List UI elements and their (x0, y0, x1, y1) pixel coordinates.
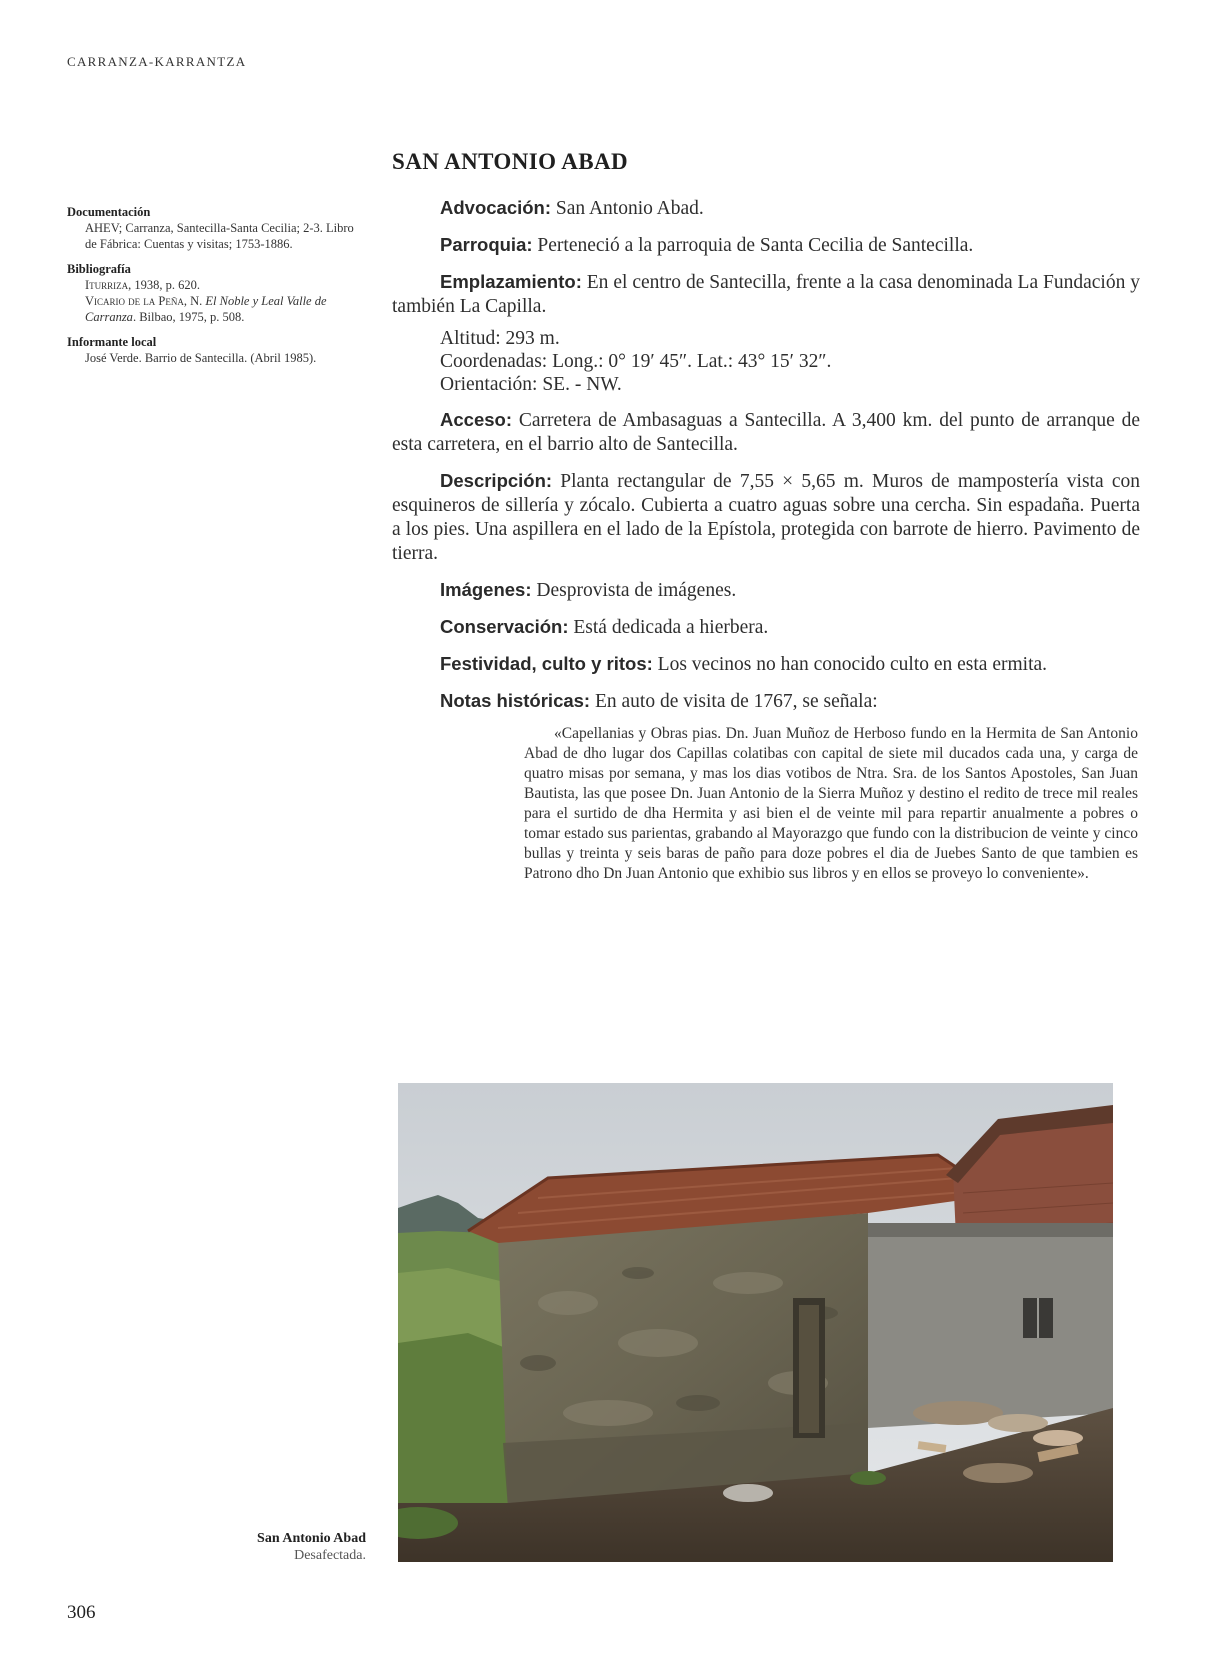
emplazamiento-paragraph (392, 270, 1140, 319)
bibliografia-block (67, 261, 367, 325)
altitud-line: Altitud: 293 m. (440, 328, 560, 349)
bib-rest: , 1938, p. 620. (128, 278, 201, 292)
caption-subtitle: Desafectada. (294, 1548, 366, 1563)
orientacion-line: Orientación: SE. - NW. (440, 374, 622, 395)
hermitage-photo (398, 1083, 1113, 1562)
informante-heading: Informante local (67, 335, 157, 349)
parroquia-paragraph (392, 233, 1140, 258)
descripcion-paragraph (392, 469, 1140, 566)
parroquia-text: Perteneció a la parroquia de Santa Cecilia de Santecilla. (532, 235, 974, 256)
bibliografia-list (67, 277, 367, 325)
bib-rest: . Bilbao, 1975, p. 508. (132, 310, 245, 324)
bibliografia-heading: Bibliografía (67, 262, 131, 276)
coordenadas-line: Coordenadas: Long.: 0° 19′ 45″. Lat.: 43° 15′ 32″. (440, 351, 832, 372)
caption-title: San Antonio Abad (257, 1531, 366, 1546)
advocacion-label: Advocación: (440, 197, 552, 218)
bib-title: El Noble y Leal Valle de Carranza (85, 294, 327, 324)
page-number: 306 (67, 1602, 96, 1623)
parroquia-label: Parroquia: (440, 234, 533, 255)
sidebar (67, 204, 367, 375)
notas-text: En auto de visita de 1767, se señala: (590, 691, 878, 712)
descripcion-text: Planta rectangular de 7,55 × 5,65 m. Muros de mampostería vista con esquineros de sillería y zócalo. Cubierta a cuatro aguas sobre una cercha. Sin espadaña. Puerta a los pies. Una aspillera en el lado de la Epístola, protegida con barrote de hierro. Pavimento de tierra. (392, 471, 1140, 564)
bib-author: Iturriza (85, 278, 129, 292)
main-column (392, 150, 1140, 884)
imagenes-paragraph (392, 578, 1140, 603)
imagenes-text: Desprovista de imágenes. (531, 580, 737, 601)
documentacion-text: AHEV; Carranza, Santecilla-Santa Cecilia; 2-3. Libro de Fábrica: Cuentas y visitas; 1753-1886. (85, 221, 354, 251)
imagenes-label: Imágenes: (440, 579, 532, 600)
festividad-label: Festividad, culto y ritos: (440, 653, 653, 674)
conservacion-text: Está dedicada a hierbera. (568, 617, 769, 638)
photo-caption (140, 1530, 366, 1564)
hermitage-photo-illustration (398, 1083, 1113, 1562)
page-title: SAN ANTONIO ABAD (392, 149, 629, 174)
conservacion-label: Conservación: (440, 616, 569, 637)
bib-author: Vicario de la Peña (85, 294, 184, 308)
notas-label: Notas históricas: (440, 690, 591, 711)
informante-block (67, 334, 367, 366)
acceso-text: Carretera de Ambasaguas a Santecilla. A 3,400 km. del punto de arranque de esta carretera, en el barrio alto de Santecilla. (392, 410, 1140, 455)
festividad-text: Los vecinos no han conocido culto en esta ermita. (652, 654, 1048, 675)
acceso-label: Acceso: (440, 409, 512, 430)
documentacion-heading: Documentación (67, 205, 151, 219)
acceso-paragraph (392, 408, 1140, 457)
informante-text: José Verde. Barrio de Santecilla. (Abril 1985). (85, 351, 317, 365)
documentacion-block (67, 204, 367, 252)
bib-mid: , N. (183, 294, 206, 308)
bibliografia-entry (85, 293, 367, 325)
conservacion-paragraph (392, 615, 1140, 640)
emplazamiento-label: Emplazamiento: (440, 271, 582, 292)
advocacion-text: San Antonio Abad. (551, 198, 704, 219)
notas-paragraph (392, 689, 1140, 714)
location-data (440, 327, 1140, 396)
advocacion-paragraph (392, 196, 1140, 221)
descripcion-label: Descripción: (440, 470, 553, 491)
historical-quote: «Capellanias y Obras pias. Dn. Juan Muñoz de Herboso fundo en la Hermita de San Antonio Abad de dho lugar dos Capillas colatibas con capital de siete mil ducados cada una, y carga de quatro misas por semana, y mas los dias votibos de Ntra. Sra. de los Santos Apostoles, San Juan Bautista, las que posee Dn. Juan Antonio de la Sierra Muñoz y destino el redito de trece mil reales para el surtido de dha Hermita y asi bien el de veinte mil para repartir anualmente a pobres o tomar estado sus parientas, grabando al Mayorazgo que fundo con la distribucion de veinte y cinco bullas y treinta y seis baras de paño para doze pobres el dia de Juebes Santo de que tambien es Patrono dho Dn Juan Antonio que exhibio sus libros y en ellos se proveyo lo conveniente». (524, 725, 1138, 882)
bibliografia-entry (85, 277, 367, 293)
emplazamiento-text: En el centro de Santecilla, frente a la casa denominada La Fundación y también La Capilla. (392, 272, 1140, 317)
festividad-paragraph (392, 652, 1140, 677)
running-head: CARRANZA-KARRANTZA (67, 54, 247, 69)
